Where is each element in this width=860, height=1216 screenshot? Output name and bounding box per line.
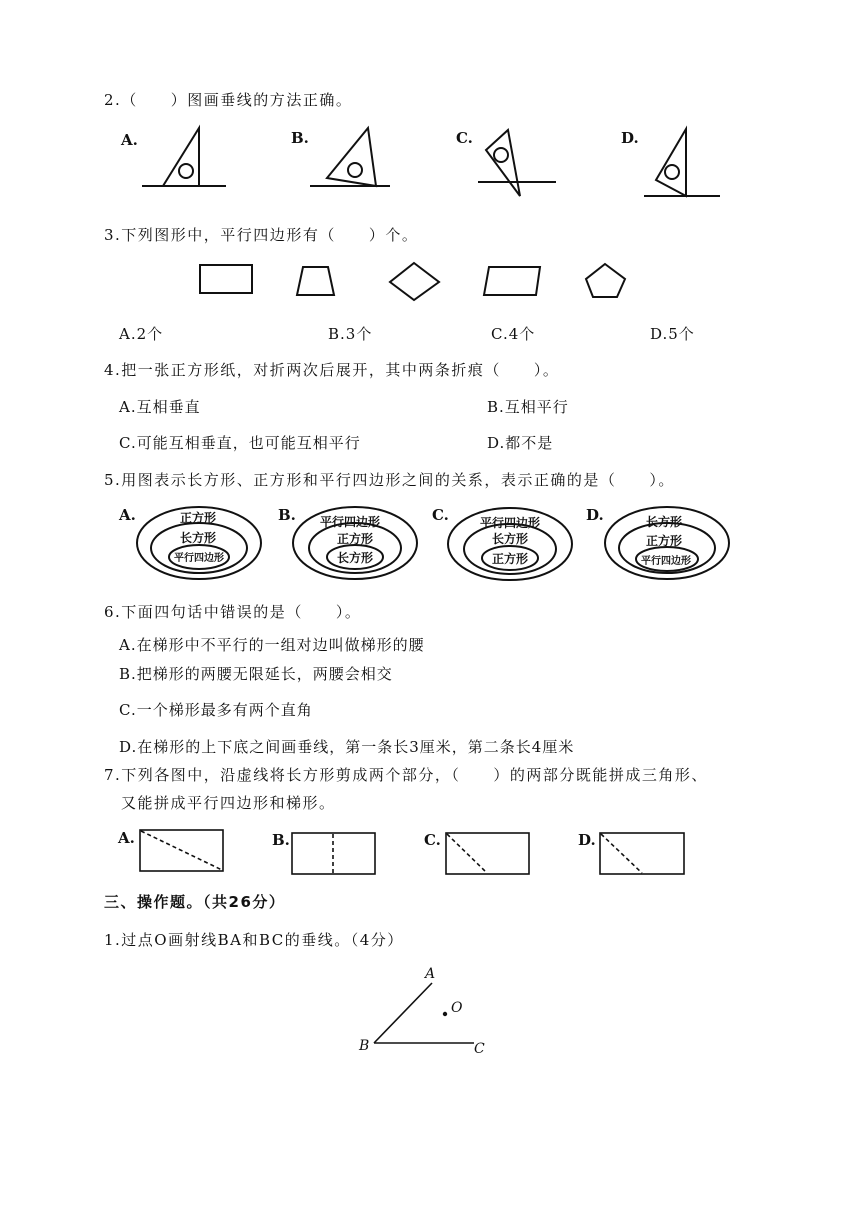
q4-option-a: A.互相垂直 xyxy=(119,398,201,416)
q6-text: 6.下面四句话中错误的是（ ）。 xyxy=(104,603,362,621)
q5-d-outer-label: 长方形 xyxy=(645,515,683,529)
q7-label-c: C. xyxy=(424,831,441,849)
q4-option-b: B.互相平行 xyxy=(487,398,569,416)
q2-label-c: C. xyxy=(456,129,473,147)
q5-label-a: A. xyxy=(119,506,136,524)
q3-text: 3.下列图形中，平行四边形有（ ）个。 xyxy=(104,226,419,244)
q7-text-line2: 又能拼成平行四边形和梯形。 xyxy=(121,794,336,812)
q5-d-middle-label: 正方形 xyxy=(645,534,683,548)
q5-c-middle-label: 长方形 xyxy=(491,532,529,546)
label-b: B xyxy=(359,1038,370,1054)
q7-label-d: D. xyxy=(578,831,596,849)
label-o: O xyxy=(451,1000,463,1016)
q5-b-middle-label: 正方形 xyxy=(336,532,374,546)
q2-label-b: B. xyxy=(291,129,309,147)
q7-label-b: B. xyxy=(272,831,290,849)
q5-b-inner-label: 长方形 xyxy=(336,551,374,565)
q5-b-outer-label: 平行四边形 xyxy=(319,515,381,529)
q5-a-middle-label: 长方形 xyxy=(179,531,217,545)
q7-text-line1: 7.下列各图中，沿虚线将长方形剪成两个部分，（ ）的两部分既能拼成三角形、 xyxy=(104,766,708,784)
q6-option-a: A.在梯形中不平行的一组对边叫做梯形的腰 xyxy=(119,636,425,654)
q3-option-d: D.5个 xyxy=(650,325,695,343)
q5-d-inner-label: 平行四边形 xyxy=(641,556,691,567)
q4-option-d: D.都不是 xyxy=(487,434,554,452)
ray-ba xyxy=(374,983,432,1043)
section3-title: 三、操作题。（共26分） xyxy=(104,893,286,911)
q4-text: 4.把一张正方形纸，对折两次后展开，其中两条折痕（ ）。 xyxy=(104,361,560,379)
q5-c-outer-label: 平行四边形 xyxy=(479,516,541,530)
q3-option-b: B.3个 xyxy=(328,325,373,343)
q7-label-a: A. xyxy=(118,829,135,847)
q5-label-c: C. xyxy=(432,506,449,524)
label-a: A xyxy=(425,966,436,982)
q5-c-inner-label: 正方形 xyxy=(491,552,529,566)
label-c: C xyxy=(474,1041,485,1057)
section3-q1-text: 1.过点O画射线BA和BC的垂线。（4分） xyxy=(104,931,404,949)
q2-label-a: A. xyxy=(121,131,138,149)
q5-text: 5.用图表示长方形、正方形和平行四边形之间的关系，表示正确的是（ ）。 xyxy=(104,471,675,489)
q3-option-a: A.2个 xyxy=(119,325,164,343)
q5-label-b: B. xyxy=(278,506,296,524)
q3-option-c: C.4个 xyxy=(491,325,536,343)
q2-label-d: D. xyxy=(621,129,639,147)
q5-a-outer-label: 正方形 xyxy=(179,511,217,525)
q6-option-b: B.把梯形的两腰无限延长，两腰会相交 xyxy=(119,665,393,683)
q6-option-c: C.一个梯形最多有两个直角 xyxy=(119,701,313,719)
q5-label-d: D. xyxy=(586,506,604,524)
q2-text: 2.（ ）图画垂线的方法正确。 xyxy=(104,91,353,109)
q4-option-c: C.可能互相垂直，也可能互相平行 xyxy=(119,434,361,452)
q5-a-inner-label: 平行四边形 xyxy=(174,553,224,564)
point-o xyxy=(443,1012,447,1016)
q6-option-d: D.在梯形的上下底之间画垂线，第一条长3厘米，第二条长4厘米 xyxy=(119,738,575,756)
